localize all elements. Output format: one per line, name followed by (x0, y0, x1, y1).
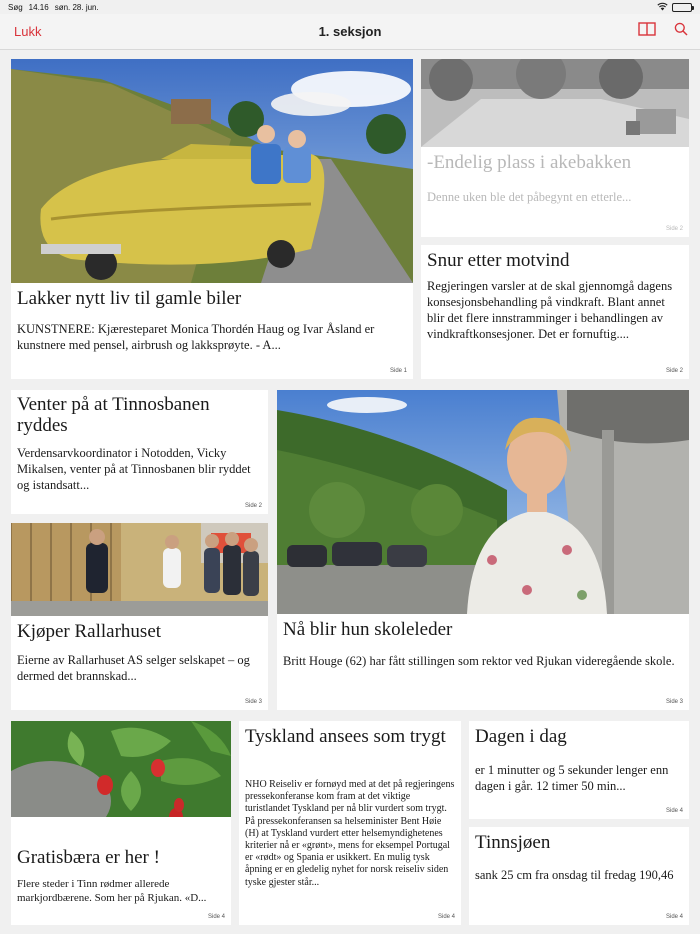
article-excerpt: Britt Houge (62) har fått stillingen som rektor ved Rjukan videregående skole. (283, 654, 675, 668)
article-photo-woman (277, 390, 689, 614)
article-title: Lakker nytt liv til gamle biler (17, 288, 242, 309)
article-card-gratisbaera[interactable] (11, 721, 231, 925)
article-excerpt: Flere steder i Tinn rødmer allerede markjordbærene. Som her på Rjukan. «D... (17, 878, 207, 905)
article-title: Nå blir hun skoleleder (283, 619, 453, 640)
article-excerpt: sank 25 cm fra onsdag til fredag 190,46 (475, 868, 674, 882)
back-to-app-link[interactable]: Søg (8, 2, 23, 12)
article-excerpt: Regjeringen varsler at de skal gjennomgå dagens konsesjonsbehandling på vindkraft. Blant annet blir det flere innstramminger i behandlingen av vindkraftkonsesjoner. Det er fornuftig.... (427, 279, 673, 341)
page-number: Side 3 (665, 699, 683, 705)
article-title: Venter på at Tinnosbanen ryddes (17, 394, 210, 436)
page-number: Side 2 (665, 368, 683, 374)
page-number: Side 2 (244, 503, 262, 509)
battery-icon (672, 3, 692, 12)
search-icon[interactable] (674, 22, 688, 41)
article-photo-men-building (11, 523, 268, 616)
article-title: Kjøper Rallarhuset (17, 621, 162, 642)
article-excerpt: Denne uken ble det påbegynt en etterle... (427, 190, 632, 204)
close-button[interactable]: Lukk (14, 24, 42, 39)
navigation-bar (0, 14, 700, 50)
page-number: Side 1 (389, 368, 407, 374)
status-date: søn. 28. jun. (54, 2, 99, 12)
article-card-motvind[interactable] (421, 245, 689, 379)
article-title: -Endelig plass i akebakken (427, 152, 632, 173)
article-card-rallarhuset[interactable] (11, 523, 268, 710)
status-time: 14.16 (28, 2, 49, 12)
article-title: Tyskland ansees som trygt (245, 726, 446, 747)
article-photo-classic-car (11, 59, 413, 283)
page-number: Side 4 (207, 914, 225, 920)
article-title: Gratisbæra er her ! (17, 847, 160, 868)
article-excerpt: KUNSTNERE: Kjæresteparet Monica Thordén Haug og Ivar Åsland er kunstnere med pensel, airbrush og lakksprøyte. - A... (17, 322, 375, 353)
page-number: Side 2 (665, 226, 683, 232)
article-photo-strawberries (11, 721, 231, 817)
page-number: Side 3 (244, 699, 262, 705)
page-view-icon[interactable] (638, 22, 656, 41)
article-card-skoleleder[interactable] (277, 390, 689, 710)
article-excerpt: Verdensarvkoordinator i Notodden, Vicky Mikalsen, venter på at Tinnosbanen blir ryddet og istandsatt... (17, 446, 251, 492)
article-excerpt: Eierne av Rallarhuset AS selger selskapet – og dermed det brannskad... (17, 653, 250, 684)
article-card-tinnsjoen[interactable] (469, 827, 689, 925)
article-card-tyskland[interactable] (239, 721, 461, 925)
article-title: Dagen i dag (475, 726, 567, 747)
article-excerpt: NHO Reiseliv er fornøyd med at det på regjeringens pressekonferanse kom fram at det viktige turistlandet Tyskland per nå blir vurdert som trygt. På pressekonferansen sa helseminister Bent Høie (H) at Tyskland vurdert etter helsemyndighetenes kriterier nå er «grønt», mens for eksempel Portugal er «rødt» og Spania er usikkert. En mulig tysk åpning er en gledelig nyhet for norsk reiseliv siden tyske gjester står... (245, 779, 455, 888)
article-photo-construction (421, 59, 689, 147)
page-number: Side 4 (665, 914, 683, 920)
page-number: Side 4 (665, 808, 683, 814)
article-excerpt: er 1 minutter og 5 sekunder lenger enn dagen i går. 12 timer 50 min... (475, 763, 669, 793)
page-number: Side 4 (437, 914, 455, 920)
article-card-tinnosbanen[interactable] (11, 390, 268, 514)
article-card-dagen[interactable] (469, 721, 689, 819)
status-bar (0, 0, 700, 14)
article-title: Tinnsjøen (475, 832, 551, 853)
article-card-lakker[interactable] (11, 59, 413, 379)
section-title: 1. seksjon (318, 24, 382, 39)
article-card-akebakken[interactable] (421, 59, 689, 237)
wifi-icon (657, 2, 668, 13)
article-title: Snur etter motvind (427, 250, 570, 271)
